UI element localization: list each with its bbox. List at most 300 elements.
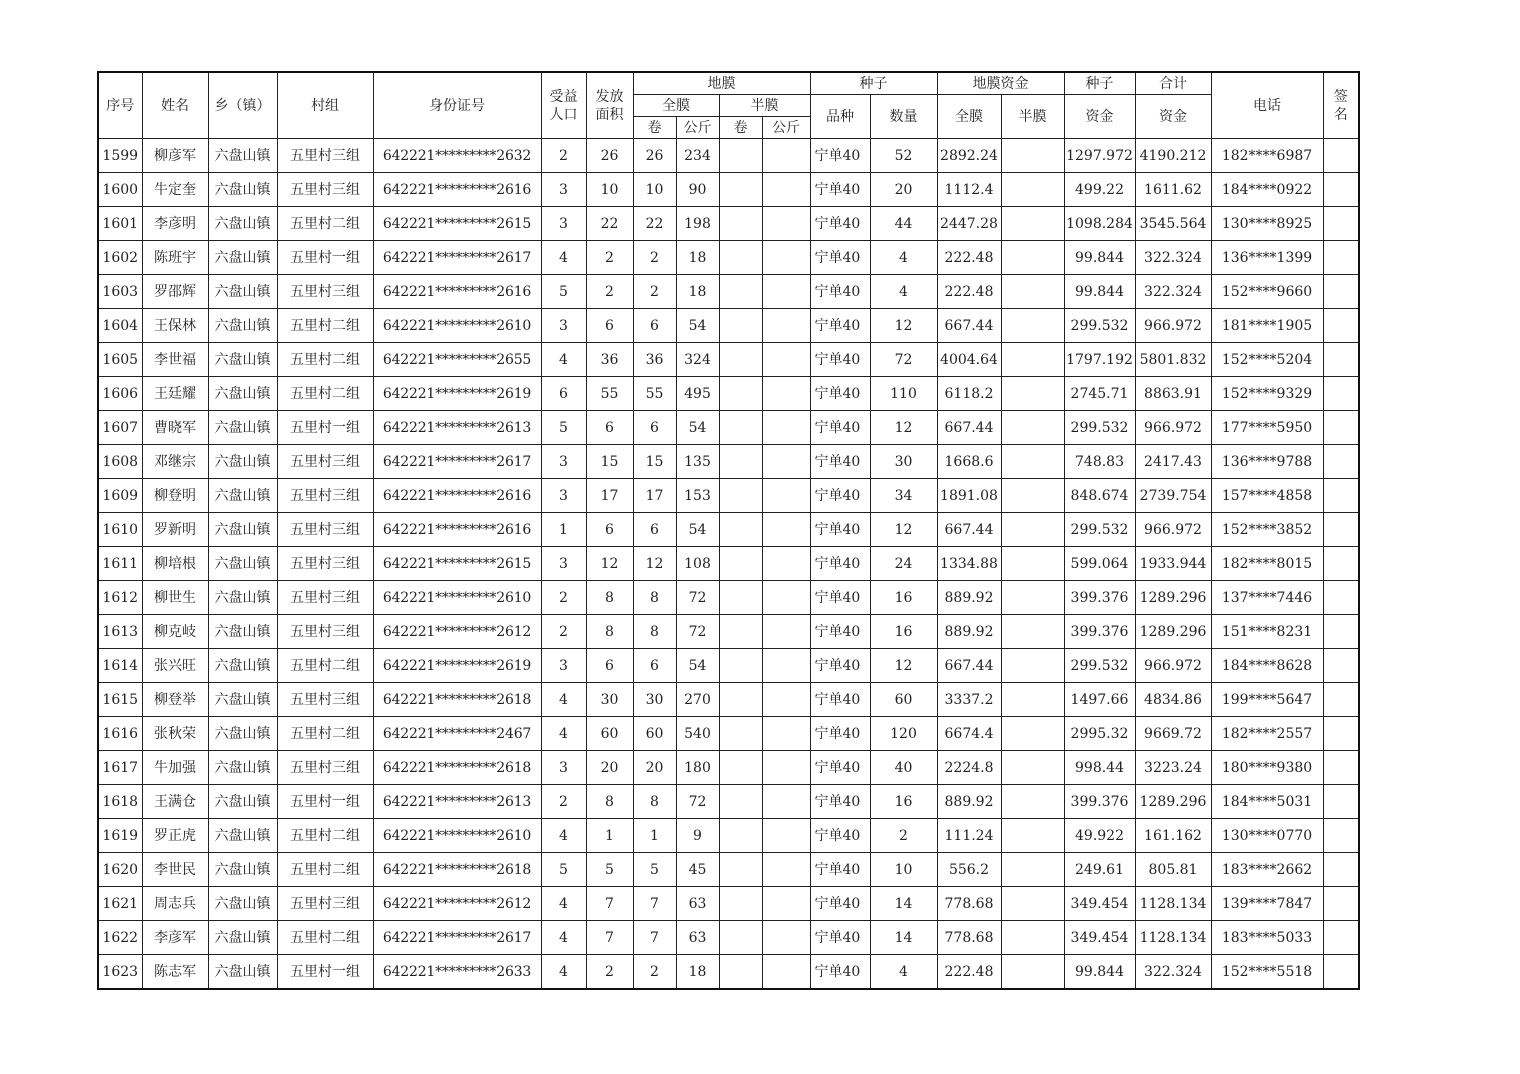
cell-area: 8 — [586, 615, 633, 649]
cell-town: 六盘山镇 — [208, 343, 277, 377]
cell-seed-fund: 49.922 — [1064, 819, 1135, 853]
cell-total: 805.81 — [1135, 853, 1211, 887]
cell-total: 1128.134 — [1135, 887, 1211, 921]
cell-half-roll — [719, 887, 762, 921]
cell-total: 1933.944 — [1135, 547, 1211, 581]
cell-full-roll: 2 — [633, 241, 676, 275]
cell-variety: 宁单40 — [810, 411, 870, 445]
cell-quantity: 12 — [870, 309, 937, 343]
cell-town: 六盘山镇 — [208, 581, 277, 615]
cell-phone: 182****6987 — [1211, 139, 1323, 173]
cell-area: 6 — [586, 411, 633, 445]
cell-index: 1609 — [98, 479, 142, 513]
table-header — [98, 72, 1359, 139]
cell-name: 柳彦军 — [142, 139, 208, 173]
cell-fund-full: 222.48 — [937, 955, 1001, 990]
cell-quantity: 4 — [870, 241, 937, 275]
table-row — [98, 751, 1359, 785]
cell-seed-fund: 349.454 — [1064, 887, 1135, 921]
header-beneficiaries-line1: 受益 — [549, 88, 578, 105]
cell-quantity: 16 — [870, 785, 937, 819]
cell-area: 20 — [586, 751, 633, 785]
cell-name: 王保林 — [142, 309, 208, 343]
cell-total: 2417.43 — [1135, 445, 1211, 479]
cell-fund-full: 667.44 — [937, 513, 1001, 547]
cell-fund-half — [1001, 173, 1064, 207]
cell-half-roll — [719, 751, 762, 785]
cell-full-kg: 72 — [676, 785, 719, 819]
header-total-bottom: 资金 — [1135, 95, 1211, 139]
cell-area: 26 — [586, 139, 633, 173]
cell-area: 10 — [586, 173, 633, 207]
cell-people: 2 — [541, 785, 586, 819]
cell-id-number: 642221*********2618 — [373, 751, 541, 785]
cell-phone: 177****5950 — [1211, 411, 1323, 445]
cell-half-roll — [719, 785, 762, 819]
cell-variety: 宁单40 — [810, 581, 870, 615]
cell-town: 六盘山镇 — [208, 547, 277, 581]
cell-total: 9669.72 — [1135, 717, 1211, 751]
cell-town: 六盘山镇 — [208, 275, 277, 309]
cell-fund-half — [1001, 139, 1064, 173]
cell-full-roll: 8 — [633, 581, 676, 615]
cell-town: 六盘山镇 — [208, 139, 277, 173]
cell-sign — [1323, 309, 1359, 343]
cell-fund-full: 1668.6 — [937, 445, 1001, 479]
cell-full-kg: 54 — [676, 513, 719, 547]
cell-variety: 宁单40 — [810, 955, 870, 990]
cell-quantity: 20 — [870, 173, 937, 207]
cell-sign — [1323, 955, 1359, 990]
cell-index: 1622 — [98, 921, 142, 955]
cell-variety: 宁单40 — [810, 343, 870, 377]
cell-village: 五里村三组 — [277, 751, 373, 785]
cell-sign — [1323, 717, 1359, 751]
cell-full-roll: 30 — [633, 683, 676, 717]
cell-index: 1599 — [98, 139, 142, 173]
cell-variety: 宁单40 — [810, 445, 870, 479]
cell-seed-fund: 2745.71 — [1064, 377, 1135, 411]
cell-phone: 130****0770 — [1211, 819, 1323, 853]
cell-quantity: 52 — [870, 139, 937, 173]
cell-index: 1623 — [98, 955, 142, 990]
cell-sign — [1323, 819, 1359, 853]
cell-people: 4 — [541, 717, 586, 751]
cell-id-number: 642221*********2613 — [373, 785, 541, 819]
cell-fund-full: 667.44 — [937, 309, 1001, 343]
cell-village: 五里村三组 — [277, 887, 373, 921]
cell-town: 六盘山镇 — [208, 615, 277, 649]
cell-area: 17 — [586, 479, 633, 513]
cell-phone: 136****9788 — [1211, 445, 1323, 479]
table-row — [98, 785, 1359, 819]
table-row — [98, 581, 1359, 615]
cell-id-number: 642221*********2610 — [373, 581, 541, 615]
cell-quantity: 40 — [870, 751, 937, 785]
cell-fund-half — [1001, 819, 1064, 853]
cell-half-kg — [762, 275, 810, 309]
cell-half-roll — [719, 717, 762, 751]
cell-village: 五里村三组 — [277, 581, 373, 615]
cell-town: 六盘山镇 — [208, 649, 277, 683]
cell-id-number: 642221*********2632 — [373, 139, 541, 173]
cell-fund-half — [1001, 785, 1064, 819]
cell-sign — [1323, 275, 1359, 309]
cell-total: 1289.296 — [1135, 615, 1211, 649]
table-row — [98, 241, 1359, 275]
cell-full-kg: 135 — [676, 445, 719, 479]
header-village: 村组 — [277, 72, 373, 139]
cell-full-roll: 6 — [633, 411, 676, 445]
table-row — [98, 921, 1359, 955]
cell-people: 3 — [541, 173, 586, 207]
cell-fund-half — [1001, 683, 1064, 717]
cell-index: 1606 — [98, 377, 142, 411]
cell-sign — [1323, 649, 1359, 683]
cell-quantity: 10 — [870, 853, 937, 887]
cell-name: 罗新明 — [142, 513, 208, 547]
cell-name: 曹晓军 — [142, 411, 208, 445]
cell-people: 2 — [541, 615, 586, 649]
distribution-sheet — [97, 71, 1360, 990]
cell-id-number: 642221*********2618 — [373, 853, 541, 887]
cell-fund-full: 778.68 — [937, 921, 1001, 955]
header-sign-line2: 名 — [1333, 106, 1348, 123]
cell-seed-fund: 998.44 — [1064, 751, 1135, 785]
cell-index: 1600 — [98, 173, 142, 207]
cell-total: 966.972 — [1135, 309, 1211, 343]
cell-variety: 宁单40 — [810, 241, 870, 275]
cell-half-roll — [719, 819, 762, 853]
cell-area: 8 — [586, 785, 633, 819]
cell-half-roll — [719, 921, 762, 955]
cell-village: 五里村三组 — [277, 513, 373, 547]
header-beneficiaries — [541, 72, 586, 139]
cell-area: 60 — [586, 717, 633, 751]
cell-fund-half — [1001, 241, 1064, 275]
cell-index: 1610 — [98, 513, 142, 547]
cell-village: 五里村一组 — [277, 241, 373, 275]
cell-people: 4 — [541, 955, 586, 990]
cell-half-kg — [762, 173, 810, 207]
table-row — [98, 377, 1359, 411]
cell-quantity: 12 — [870, 513, 937, 547]
cell-phone: 199****5647 — [1211, 683, 1323, 717]
header-film: 地膜 — [633, 72, 810, 95]
cell-fund-half — [1001, 853, 1064, 887]
cell-seed-fund: 399.376 — [1064, 785, 1135, 819]
header-index: 序号 — [98, 72, 142, 139]
cell-quantity: 44 — [870, 207, 937, 241]
cell-index: 1619 — [98, 819, 142, 853]
cell-name: 李世民 — [142, 853, 208, 887]
cell-town: 六盘山镇 — [208, 955, 277, 990]
cell-half-kg — [762, 785, 810, 819]
cell-full-roll: 6 — [633, 309, 676, 343]
cell-fund-full: 778.68 — [937, 887, 1001, 921]
cell-village: 五里村三组 — [277, 479, 373, 513]
cell-id-number: 642221*********2610 — [373, 309, 541, 343]
table-row — [98, 207, 1359, 241]
cell-full-kg: 324 — [676, 343, 719, 377]
cell-people: 5 — [541, 275, 586, 309]
cell-variety: 宁单40 — [810, 479, 870, 513]
cell-fund-half — [1001, 411, 1064, 445]
cell-seed-fund: 1098.284 — [1064, 207, 1135, 241]
cell-sign — [1323, 207, 1359, 241]
cell-sign — [1323, 241, 1359, 275]
cell-variety: 宁单40 — [810, 139, 870, 173]
cell-full-kg: 63 — [676, 921, 719, 955]
cell-village: 五里村三组 — [277, 275, 373, 309]
cell-sign — [1323, 445, 1359, 479]
cell-village: 五里村二组 — [277, 819, 373, 853]
cell-index: 1603 — [98, 275, 142, 309]
cell-town: 六盘山镇 — [208, 785, 277, 819]
table-body — [98, 139, 1359, 990]
cell-half-roll — [719, 343, 762, 377]
cell-seed-fund: 1297.972 — [1064, 139, 1135, 173]
table-row — [98, 683, 1359, 717]
cell-total: 322.324 — [1135, 955, 1211, 990]
cell-half-roll — [719, 649, 762, 683]
cell-sign — [1323, 683, 1359, 717]
cell-name: 柳培根 — [142, 547, 208, 581]
cell-seed-fund: 748.83 — [1064, 445, 1135, 479]
cell-village: 五里村三组 — [277, 683, 373, 717]
table-row — [98, 887, 1359, 921]
cell-people: 3 — [541, 207, 586, 241]
cell-full-kg: 72 — [676, 615, 719, 649]
cell-full-roll: 26 — [633, 139, 676, 173]
cell-phone: 152****5518 — [1211, 955, 1323, 990]
cell-half-roll — [719, 615, 762, 649]
table-row — [98, 139, 1359, 173]
cell-half-kg — [762, 581, 810, 615]
header-full-roll: 卷 — [633, 117, 676, 139]
cell-half-kg — [762, 615, 810, 649]
cell-id-number: 642221*********2619 — [373, 377, 541, 411]
cell-id-number: 642221*********2616 — [373, 275, 541, 309]
cell-phone: 136****1399 — [1211, 241, 1323, 275]
cell-half-roll — [719, 139, 762, 173]
cell-fund-half — [1001, 649, 1064, 683]
cell-full-roll: 7 — [633, 921, 676, 955]
table-row — [98, 445, 1359, 479]
cell-town: 六盘山镇 — [208, 411, 277, 445]
cell-full-roll: 6 — [633, 513, 676, 547]
cell-total: 322.324 — [1135, 241, 1211, 275]
cell-phone: 152****5204 — [1211, 343, 1323, 377]
cell-quantity: 4 — [870, 275, 937, 309]
cell-people: 4 — [541, 343, 586, 377]
cell-area: 6 — [586, 513, 633, 547]
cell-area: 12 — [586, 547, 633, 581]
cell-village: 五里村二组 — [277, 717, 373, 751]
cell-half-kg — [762, 921, 810, 955]
cell-phone: 130****8925 — [1211, 207, 1323, 241]
table-row — [98, 275, 1359, 309]
cell-half-roll — [719, 853, 762, 887]
cell-total: 1289.296 — [1135, 581, 1211, 615]
cell-half-kg — [762, 309, 810, 343]
header-film-fund-half: 半膜 — [1001, 95, 1064, 139]
header-half-kg: 公斤 — [762, 117, 810, 139]
cell-fund-full: 6674.4 — [937, 717, 1001, 751]
cell-variety: 宁单40 — [810, 785, 870, 819]
cell-quantity: 14 — [870, 887, 937, 921]
cell-seed-fund: 399.376 — [1064, 615, 1135, 649]
cell-people: 2 — [541, 139, 586, 173]
cell-seed-fund: 299.532 — [1064, 309, 1135, 343]
cell-total: 966.972 — [1135, 411, 1211, 445]
cell-seed-fund: 1797.192 — [1064, 343, 1135, 377]
cell-half-kg — [762, 479, 810, 513]
cell-fund-half — [1001, 581, 1064, 615]
cell-id-number: 642221*********2613 — [373, 411, 541, 445]
cell-people: 2 — [541, 581, 586, 615]
distribution-table — [97, 71, 1360, 990]
cell-variety: 宁单40 — [810, 275, 870, 309]
cell-full-roll: 22 — [633, 207, 676, 241]
cell-fund-half — [1001, 887, 1064, 921]
header-quantity: 数量 — [870, 95, 937, 139]
cell-fund-full: 222.48 — [937, 275, 1001, 309]
cell-id-number: 642221*********2633 — [373, 955, 541, 990]
cell-sign — [1323, 751, 1359, 785]
table-row — [98, 411, 1359, 445]
cell-fund-half — [1001, 921, 1064, 955]
cell-people: 4 — [541, 921, 586, 955]
cell-area: 22 — [586, 207, 633, 241]
cell-total: 1289.296 — [1135, 785, 1211, 819]
cell-half-roll — [719, 513, 762, 547]
cell-seed-fund: 2995.32 — [1064, 717, 1135, 751]
cell-full-roll: 6 — [633, 649, 676, 683]
cell-sign — [1323, 853, 1359, 887]
cell-half-kg — [762, 751, 810, 785]
cell-quantity: 4 — [870, 955, 937, 990]
cell-variety: 宁单40 — [810, 513, 870, 547]
cell-village: 五里村二组 — [277, 853, 373, 887]
cell-area: 8 — [586, 581, 633, 615]
cell-area: 2 — [586, 275, 633, 309]
header-variety: 品种 — [810, 95, 870, 139]
cell-village: 五里村二组 — [277, 207, 373, 241]
cell-name: 牛定奎 — [142, 173, 208, 207]
cell-fund-half — [1001, 275, 1064, 309]
cell-id-number: 642221*********2612 — [373, 887, 541, 921]
header-name: 姓名 — [142, 72, 208, 139]
cell-half-roll — [719, 309, 762, 343]
cell-town: 六盘山镇 — [208, 683, 277, 717]
cell-id-number: 642221*********2616 — [373, 479, 541, 513]
cell-town: 六盘山镇 — [208, 445, 277, 479]
cell-village: 五里村三组 — [277, 173, 373, 207]
cell-sign — [1323, 547, 1359, 581]
table-row — [98, 717, 1359, 751]
cell-name: 牛加强 — [142, 751, 208, 785]
cell-name: 张兴旺 — [142, 649, 208, 683]
cell-half-kg — [762, 819, 810, 853]
cell-people: 3 — [541, 445, 586, 479]
cell-variety: 宁单40 — [810, 173, 870, 207]
cell-phone: 183****2662 — [1211, 853, 1323, 887]
cell-fund-full: 2224.8 — [937, 751, 1001, 785]
cell-people: 5 — [541, 411, 586, 445]
cell-name: 邓继宗 — [142, 445, 208, 479]
cell-town: 六盘山镇 — [208, 207, 277, 241]
table-row — [98, 615, 1359, 649]
cell-village: 五里村二组 — [277, 309, 373, 343]
cell-variety: 宁单40 — [810, 615, 870, 649]
cell-village: 五里村一组 — [277, 785, 373, 819]
cell-fund-half — [1001, 445, 1064, 479]
cell-phone: 137****7446 — [1211, 581, 1323, 615]
table-row — [98, 173, 1359, 207]
cell-area: 36 — [586, 343, 633, 377]
cell-quantity: 14 — [870, 921, 937, 955]
cell-index: 1615 — [98, 683, 142, 717]
cell-village: 五里村二组 — [277, 649, 373, 683]
cell-half-roll — [719, 479, 762, 513]
cell-total: 4190.212 — [1135, 139, 1211, 173]
header-sign — [1323, 72, 1359, 139]
cell-variety: 宁单40 — [810, 853, 870, 887]
cell-half-kg — [762, 343, 810, 377]
cell-sign — [1323, 615, 1359, 649]
header-half-film: 半膜 — [719, 95, 810, 117]
cell-phone: 184****8628 — [1211, 649, 1323, 683]
cell-total: 3223.24 — [1135, 751, 1211, 785]
cell-full-roll: 20 — [633, 751, 676, 785]
cell-variety: 宁单40 — [810, 887, 870, 921]
cell-full-kg: 90 — [676, 173, 719, 207]
cell-phone: 152****9660 — [1211, 275, 1323, 309]
cell-index: 1607 — [98, 411, 142, 445]
header-town: 乡（镇） — [208, 72, 277, 139]
cell-variety: 宁单40 — [810, 649, 870, 683]
cell-phone: 157****4858 — [1211, 479, 1323, 513]
cell-half-kg — [762, 853, 810, 887]
cell-phone: 182****8015 — [1211, 547, 1323, 581]
cell-people: 3 — [541, 479, 586, 513]
cell-full-kg: 54 — [676, 309, 719, 343]
cell-fund-half — [1001, 717, 1064, 751]
cell-seed-fund: 1497.66 — [1064, 683, 1135, 717]
cell-name: 王廷耀 — [142, 377, 208, 411]
cell-phone: 182****2557 — [1211, 717, 1323, 751]
cell-people: 4 — [541, 819, 586, 853]
cell-sign — [1323, 581, 1359, 615]
cell-sign — [1323, 411, 1359, 445]
cell-full-kg: 54 — [676, 411, 719, 445]
cell-index: 1621 — [98, 887, 142, 921]
cell-fund-full: 556.2 — [937, 853, 1001, 887]
cell-total: 966.972 — [1135, 649, 1211, 683]
cell-people: 6 — [541, 377, 586, 411]
cell-variety: 宁单40 — [810, 377, 870, 411]
cell-id-number: 642221*********2467 — [373, 717, 541, 751]
cell-fund-full: 222.48 — [937, 241, 1001, 275]
cell-name: 李彦军 — [142, 921, 208, 955]
cell-people: 1 — [541, 513, 586, 547]
cell-half-kg — [762, 513, 810, 547]
cell-index: 1617 — [98, 751, 142, 785]
cell-half-kg — [762, 241, 810, 275]
cell-seed-fund: 349.454 — [1064, 921, 1135, 955]
cell-town: 六盘山镇 — [208, 479, 277, 513]
